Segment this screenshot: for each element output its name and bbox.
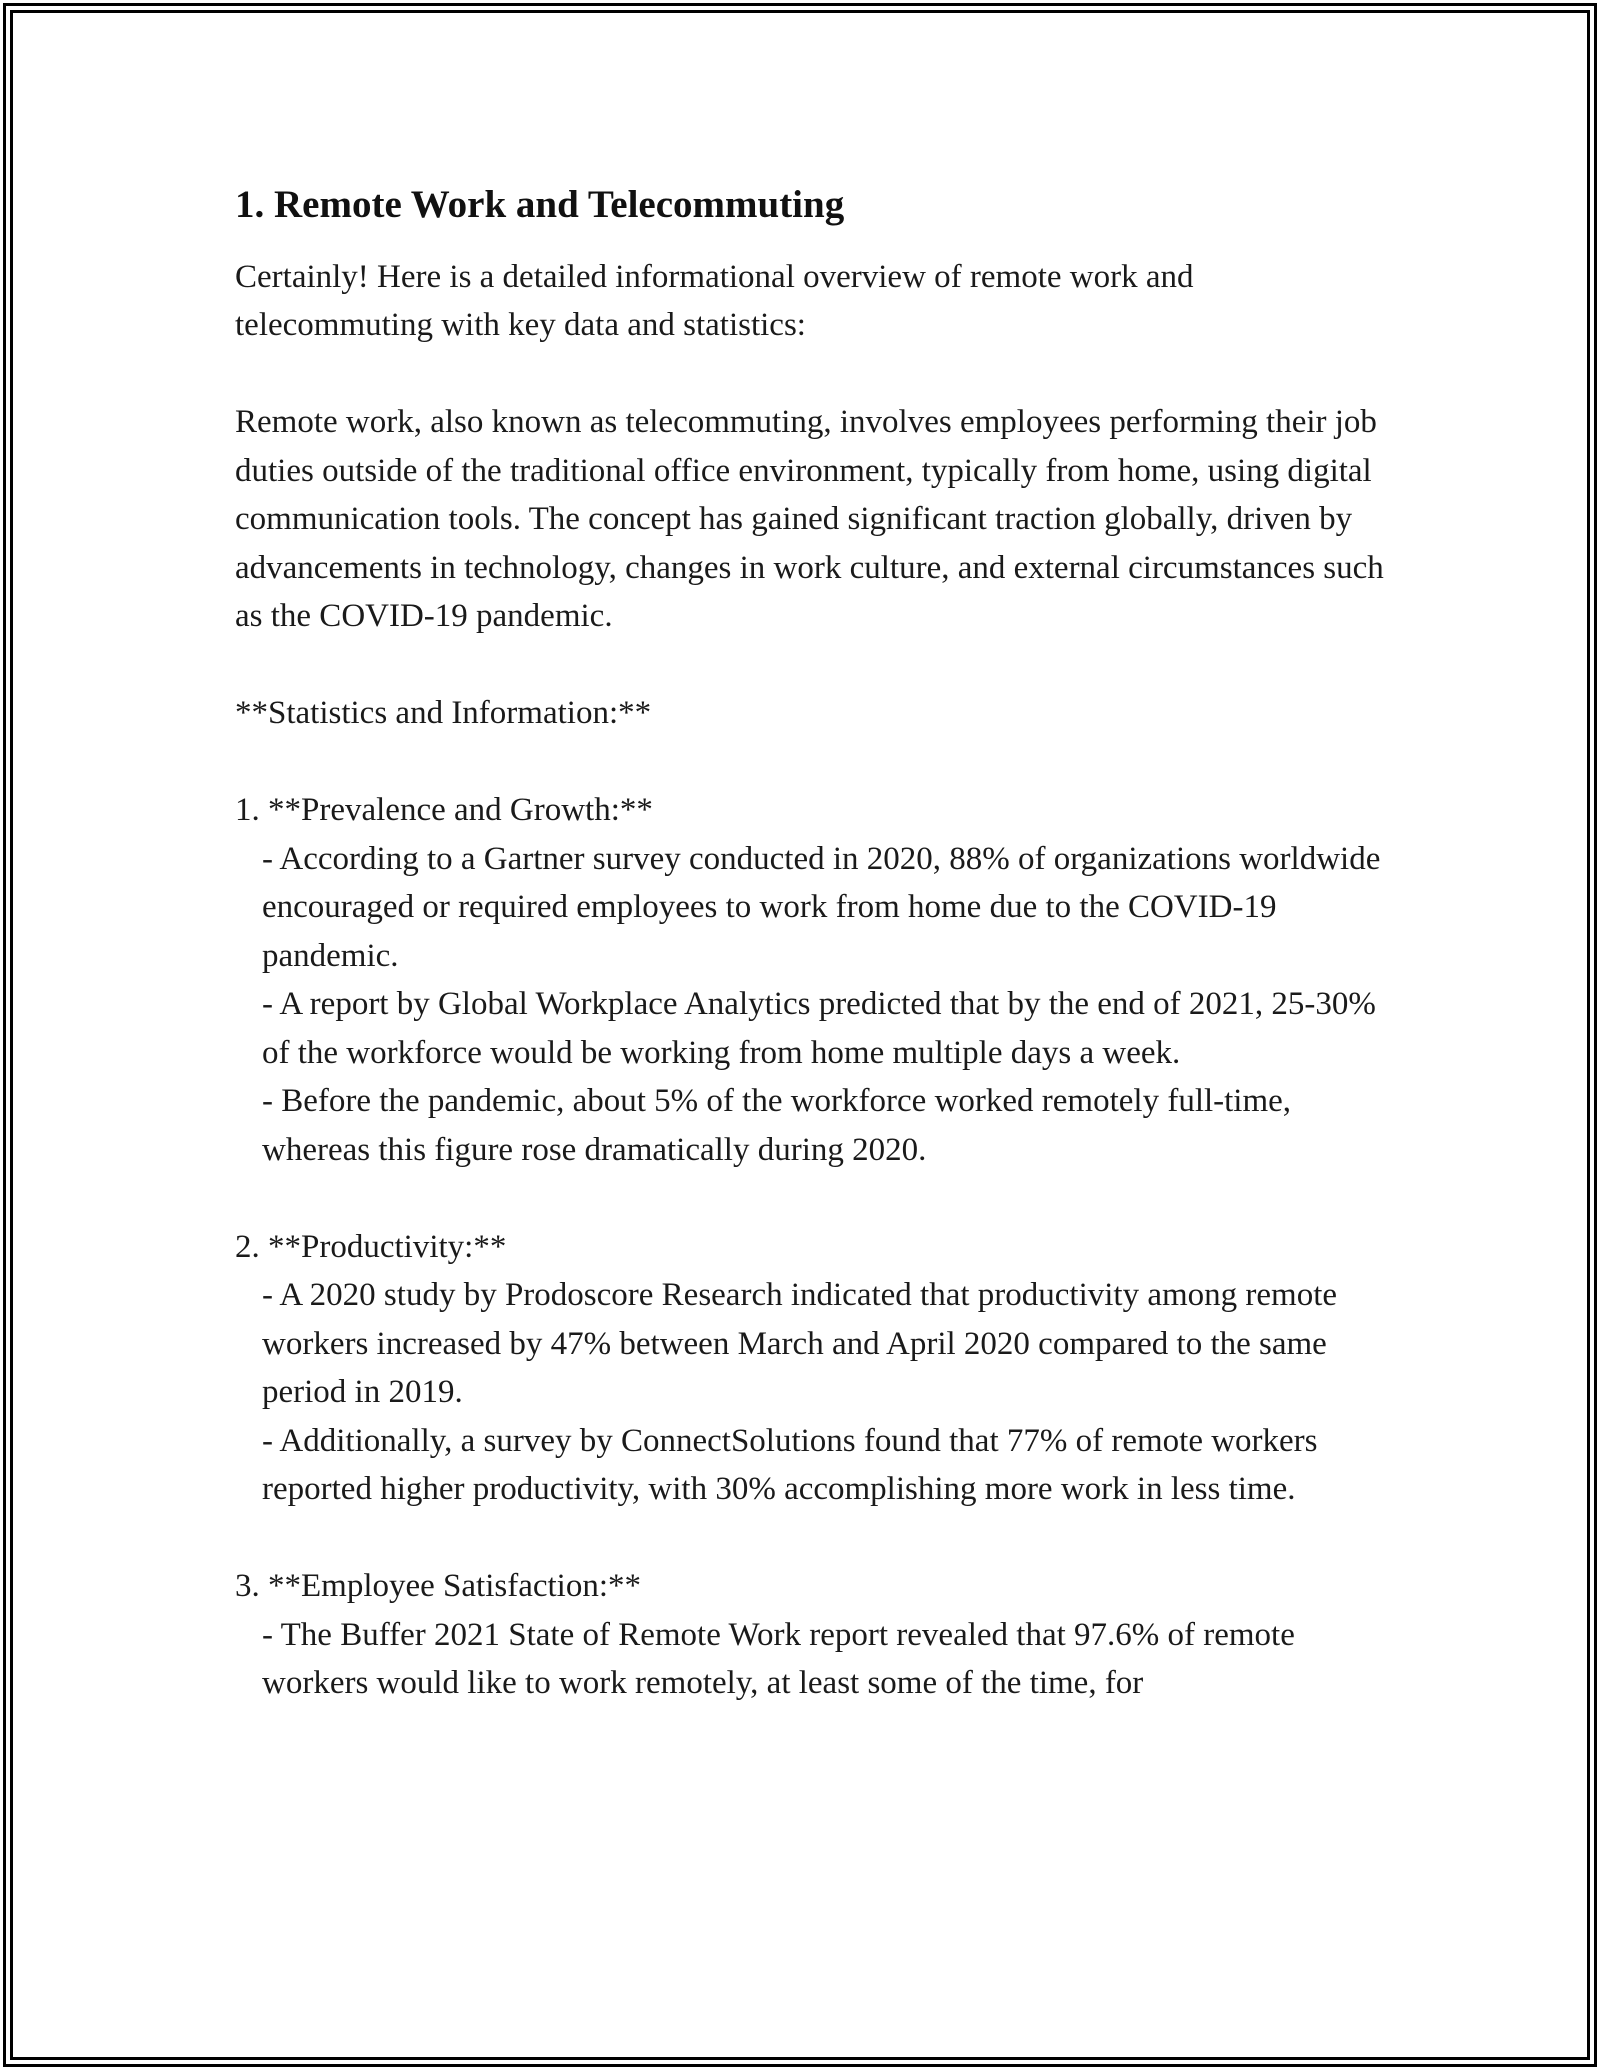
stat-bullet: - The Buffer 2021 State of Remote Work report revealed that 97.6% of remote workers would like to work remotely, at least some of the time, for <box>262 1616 1304 1702</box>
intro-paragraph: Certainly! Here is a detailed informational overview of remote work and telecommuting with key data and statistics: <box>235 258 1202 344</box>
paragraph-gap <box>235 350 1385 399</box>
stat-section-title: 3. **Employee Satisfaction:** <box>235 1568 642 1605</box>
section-heading: 1. Remote Work and Telecommuting <box>235 183 845 226</box>
stat-bullet: - Additionally, a survey by ConnectSolutions found that 77% of remote workers reported higher productivity, with 30% accomplishing more work in less time. <box>262 1422 1326 1508</box>
stat-bullet: - A report by Global Workplace Analytics predicted that by the end of 2021, 25-30% of the workforce would be working from home multiple days a week. <box>262 986 1385 1071</box>
stat-bullet: - According to a Gartner survey conducted in 2020, 88% of organizations worldwide encouraged or required employees to work from home due to the COVID-19 pandemic. <box>262 840 1389 974</box>
stat-section-title: 2. **Productivity:** <box>235 1228 507 1265</box>
statistics-heading: **Statistics and Information:** <box>235 695 652 732</box>
paragraph-gap <box>235 641 1385 690</box>
stat-bullet: - Before the pandemic, about 5% of the workforce worked remotely full-time, whereas this figure rose dramatically during 2020. <box>262 1083 1300 1168</box>
paragraph-gap <box>235 1514 1385 1563</box>
stat-bullet: - A 2020 study by Prodoscore Research indicated that productivity among remote workers increased by 47% between March and April 2020 compared to the same period in 2019. <box>262 1277 1346 1411</box>
overview-paragraph: Remote work, also known as telecommuting, involves employees performing their job duties outside of the traditional office environment, typically from home, using digital communication tools. The concept has gained significant traction globally, driven by advancements in technology, changes in work culture, and external circumstances such as the COVID-19 pandemic. <box>235 404 1393 635</box>
paragraph-gap <box>235 738 1385 787</box>
stat-section-title: 1. **Prevalence and Growth:** <box>235 792 653 829</box>
stat-section-satisfaction <box>235 1562 1385 1708</box>
paragraph-gap <box>235 1174 1385 1223</box>
stat-section-productivity <box>235 1223 1385 1514</box>
document-body <box>235 180 1393 1708</box>
stat-section-prevalence <box>235 786 1389 1174</box>
